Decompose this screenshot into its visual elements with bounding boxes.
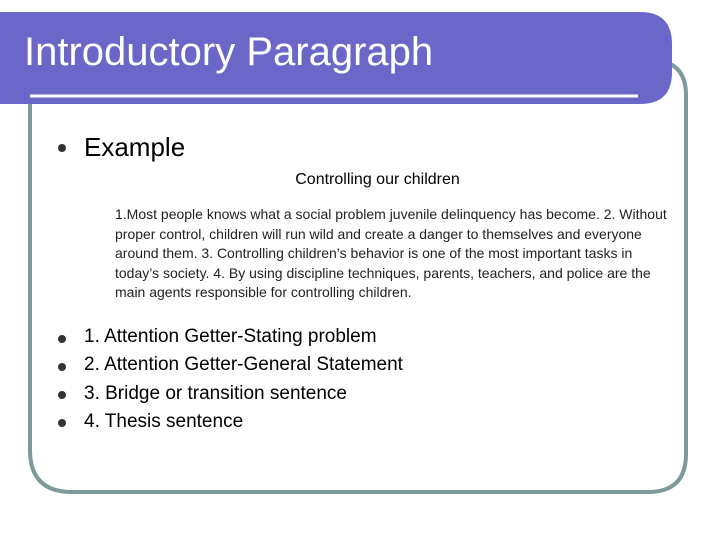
example-title: Controlling our children <box>295 171 460 188</box>
example-paragraph: 1.Most people knows what a social problem juvenile delinquency has become. 2. Without proper control, children will run wild and create a danger to themselves and everyone around them. 3. Controlling children’s behavior is one of the most important tasks in today’s society. 4. By using discipline techniques, parents, teachers, and police are the main agents responsible for controlling children. <box>115 206 667 300</box>
slide-title: Introductory Paragraph <box>24 30 434 74</box>
list-item-1: 1. Attention Getter-Stating problem <box>84 326 377 347</box>
bullet-example <box>58 144 66 152</box>
example-label: Example <box>84 132 186 162</box>
bullet-item-4 <box>58 419 66 427</box>
list-item-4: 4. Thesis sentence <box>84 411 244 432</box>
bullet-item-3 <box>58 391 66 399</box>
list-item-3: 3. Bridge or transition sentence <box>84 383 347 404</box>
list-item-2: 2. Attention Getter-General Statement <box>84 354 403 375</box>
bullet-item-2 <box>58 363 66 371</box>
bullet-item-1 <box>58 335 66 343</box>
